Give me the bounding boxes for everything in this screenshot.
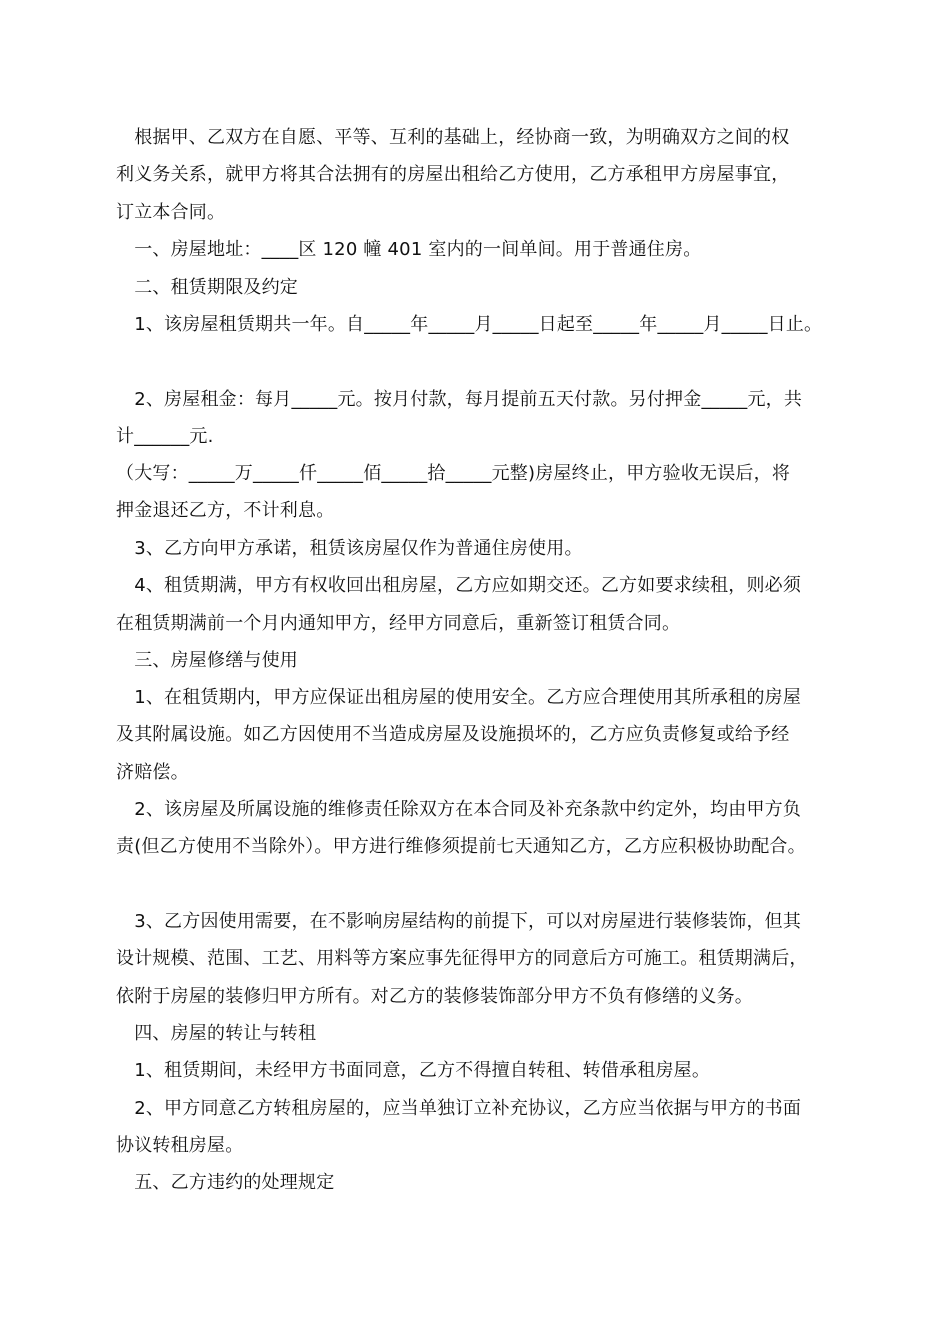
text-line: 1、该房屋租赁期共一年。自_____年_____月_____日起至_____年_____月_____日止。 [116,314,823,335]
text-line: 在租赁期满前一个月内通知甲方，经甲方同意后，重新签订租赁合同。 [116,613,681,634]
text-line: 3、乙方因使用需要，在不影响房屋结构的前提下，可以对房屋进行装修装饰，但其 [116,911,802,932]
text-line: 4、租赁期满，甲方有权收回出租房屋，乙方应如期交还。乙方如要求续租，则必须 [116,575,802,596]
text-line: 订立本合同。 [116,202,226,223]
text-line: 3、乙方向甲方承诺，租赁该房屋仅作为普通住房使用。 [116,538,583,559]
text-line: 责(但乙方使用不当除外）。甲方进行维修须提前七天通知乙方，乙方应积极协助配合。 [116,836,806,857]
section-heading: 五、乙方违约的处理规定 [116,1172,335,1193]
text-line: 2、该房屋及所属设施的维修责任除双方在本合同及补充条款中约定外，均由甲方负 [116,799,802,820]
text-line: （大写：_____万_____仟_____佰_____拾_____元整)房屋终止，甲方验收无误后，将 [116,463,791,484]
text-line: 2、甲方同意乙方转租房屋的，应当单独订立补充协议，乙方应当依据与甲方的书面 [116,1098,802,1119]
text-line: 1、在租赁期内，甲方应保证出租房屋的使用安全。乙方应合理使用其所承租的房屋 [116,687,802,708]
section-heading: 三、房屋修缮与使用 [116,650,298,671]
text-line: 根据甲、乙双方在自愿、平等、互利的基础上，经协商一致，为明确双方之间的权 [116,127,790,148]
text-line: 1、租赁期间，未经甲方书面同意，乙方不得擅自转租、转借承租房屋。 [116,1060,711,1081]
text-line: 设计规模、范围、工艺、用料等方案应事先征得甲方的同意后方可施工。租赁期满后， [116,948,808,969]
text-line: 及其附属设施。如乙方因使用不当造成房屋及设施损坏的，乙方应负责修复或给予经 [116,724,790,745]
section-heading: 二、租赁期限及约定 [116,277,298,298]
text-line: 依附于房屋的装修归甲方所有。对乙方的装修装饰部分甲方不负有修缮的义务。 [116,986,753,1007]
text-line: 2、房屋租金：每月_____元。按月付款，每月提前五天付款。另付押金_____元，共 [116,389,803,410]
section-heading: 四、房屋的转让与转租 [116,1023,317,1044]
text-line: 利义务关系，就甲方将其合法拥有的房屋出租给乙方使用，乙方承租甲方房屋事宜， [116,164,790,185]
text-line: 协议转租房屋。 [116,1135,244,1156]
text-line: 济赔偿。 [116,762,189,783]
text-line: 押金退还乙方，不计利息。 [116,500,335,521]
text-line: 一、房屋地址：____区 120 幢 401 室内的一间单间。用于普通住房。 [116,239,702,260]
text-line: 计______元. [116,426,214,447]
